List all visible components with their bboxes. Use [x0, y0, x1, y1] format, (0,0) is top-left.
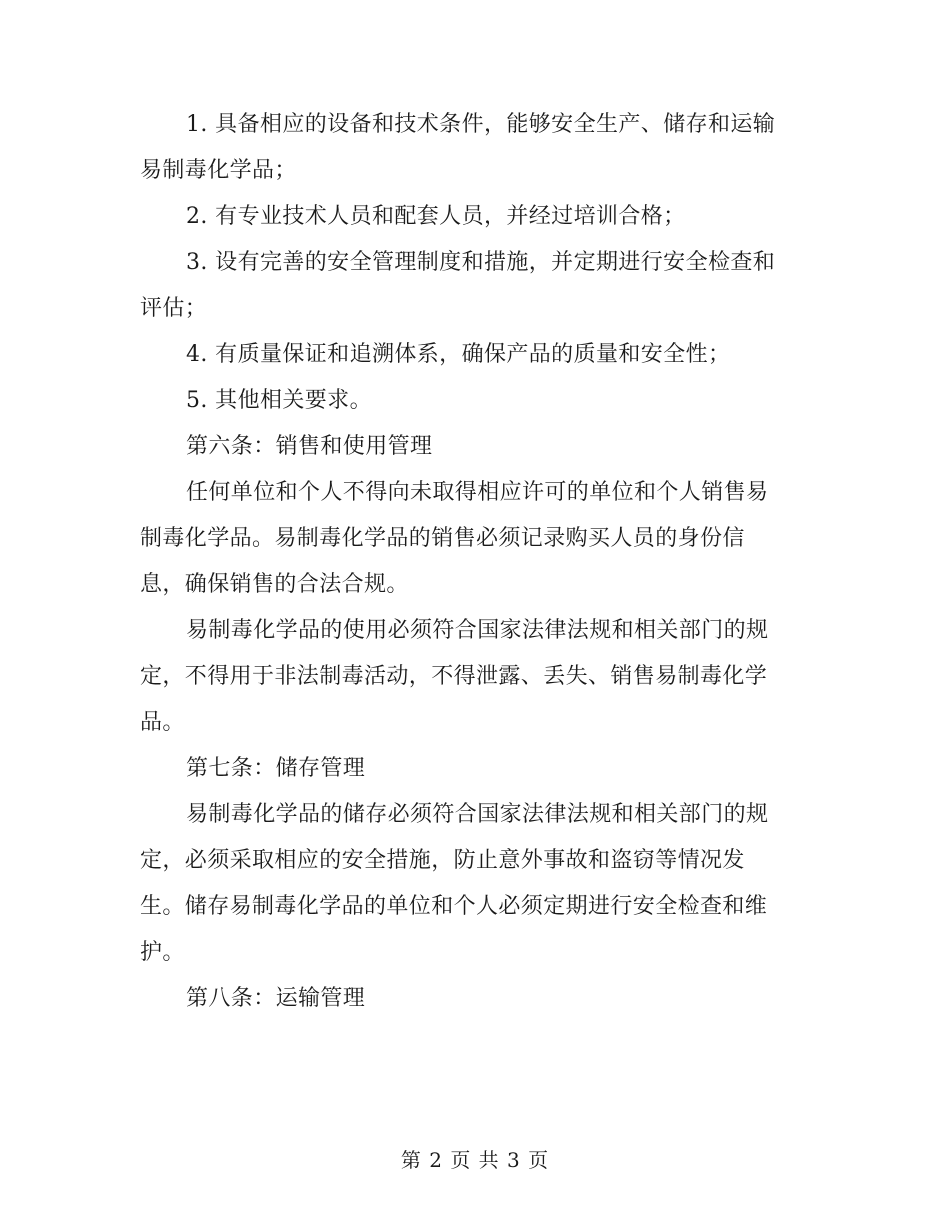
list-item-1-cont: 易制毒化学品； [140, 158, 297, 183]
article-6-paragraph-1: 任何单位和个人不得向未取得相应许可的单位和个人销售易 [186, 480, 769, 505]
page-number-footer: 第 2 页 共 3 页 [400, 1148, 550, 1172]
document-body [140, 102, 810, 1022]
article-6-paragraph-1-end: 息，确保销售的合法合规。 [140, 572, 409, 597]
article-7-heading: 第七条：储存管理 [186, 756, 366, 781]
article-7-paragraph: 易制毒化学品的储存必须符合国家法律法规和相关部门的规 [186, 802, 769, 827]
article-7-paragraph-end: 护。 [140, 940, 185, 965]
list-item-2: 2. 有专业技术人员和配套人员，并经过培训合格； [186, 204, 686, 229]
list-item-4: 4. 有质量保证和追溯体系，确保产品的质量和安全性； [186, 342, 731, 367]
article-6-paragraph-2-end: 品。 [140, 710, 185, 735]
list-item-3-cont: 评估； [140, 296, 208, 321]
article-6-paragraph-2: 易制毒化学品的使用必须符合国家法律法规和相关部门的规 [186, 618, 769, 643]
list-item-1: 1. 具备相应的设备和技术条件，能够安全生产、储存和运输 [186, 112, 776, 137]
article-6-heading: 第六条：销售和使用管理 [186, 434, 433, 459]
list-item-3: 3. 设有完善的安全管理制度和措施，并定期进行安全检查和 [186, 250, 776, 275]
list-item-5: 5. 其他相关要求。 [186, 388, 372, 413]
article-6-paragraph-1-cont: 制毒化学品。易制毒化学品的销售必须记录购买人员的身份信 [140, 526, 745, 551]
article-8-heading: 第八条：运输管理 [186, 986, 366, 1011]
article-6-paragraph-2-cont: 定，不得用于非法制毒活动，不得泄露、丢失、销售易制毒化学 [140, 664, 768, 689]
article-7-paragraph-cont: 定，必须采取相应的安全措施，防止意外事故和盗窃等情况发 [140, 848, 745, 873]
article-7-paragraph-cont-2: 生。储存易制毒化学品的单位和个人必须定期进行安全检查和维 [140, 894, 768, 919]
